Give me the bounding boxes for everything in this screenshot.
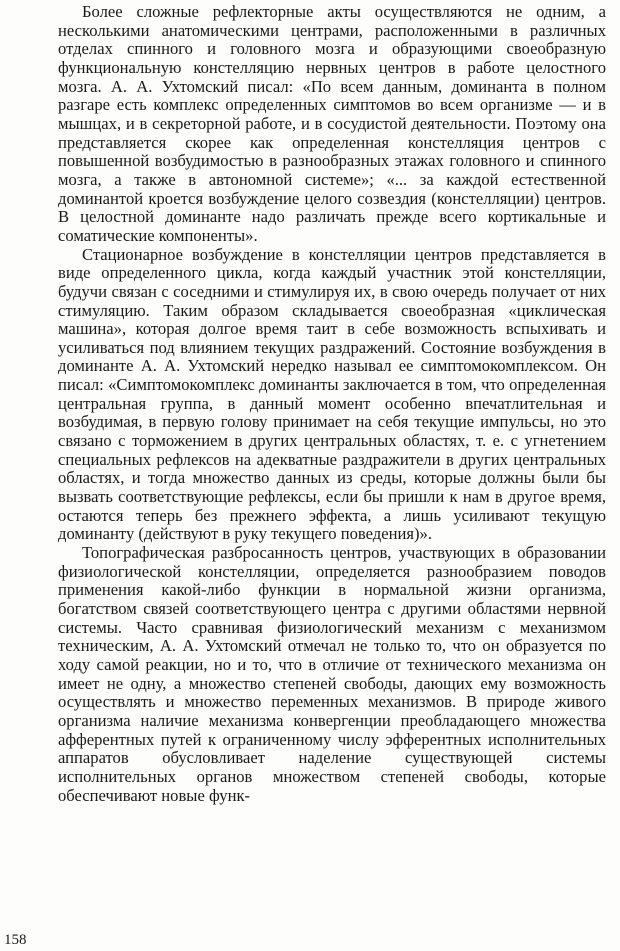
paragraph-3: Топографическая разбросанность центров, участвующих в образовании физиологической констелляции, определяется разнообразием поводов применения какой-либо функции в нормальной жизни организма, богатством связей соответствующего центра с другими областями нервной системы. Часто сравнивая физиологический механизм с механизмом техническим, А. А. Ухтомский отмечал не только то, что он образуется по ходу самой реакции, но и то, что в отличие от технического механизма он имеет не одну, а множество степеней свободы, дающих ему возможность осуществлять и множество переменных механизмов. В природе живого организма наличие механизма конвергенции преобладающего множества афферентных путей к ограниченному числу эфферентных исполнительных аппаратов обусловливает наделение существующей системы исполнительных органов множеством степеней свободы, которые обеспечивают новые функ- [58,543,606,805]
body-text [58,3,606,805]
paragraph-1: Более сложные рефлекторные акты осуществляются не одним, а несколькими анатомическими центрами, расположенными в различных отделах спинного и головного мозга и образующими своеобразную функциональную констелляцию нервных центров в работе целостного мозга. А. А. Ухтомский писал: «По всем данным, доминанта в полном разгаре есть комплекс определенных симптомов во всем организме — и в мышцах, и в секреторной работе, и в сосудистой деятельности. Поэтому она представляется скорее как определенная констелляция центров с повышенной возбудимостью в разнообразных этажах головного и спинного мозга, а также в автономной системе»; «... за каждой естественной доминантой кроется возбуждение целого созвездия (констелляции) центров. В целостной доминанте надо различать прежде всего кортикальные и соматические компоненты». [58,2,606,245]
paragraph-2: Стационарное возбуждение в констелляции центров представляется в виде определенного цикла, когда каждый участник этой констелляции, будучи связан с соседними и стимулируя их, в свою очередь получает от них стимуляцию. Таким образом складывается своеобразная «циклическая машина», которая долгое время таит в себе возможность вспыхивать и усиливаться под влиянием текущих раздражений. Состояние возбуждения в доминанте А. А. Ухтомский нередко называл ее симптомокомплексом. Он писал: «Симптомокомплекс доминанты заключается в том, что определенная центральная группа, в данный момент особенно впечатлительная и возбудимая, в первую голову принимает на себя текущие импульсы, но это связано с торможением в других центральных областях, т. е. с угнетением специальных рефлексов на адекватные раздражители в других центральных областях, и тогда множество данных из среды, которые должны были бы вызвать соответствующие рефлексы, если бы пришли к нам в другое время, остаются теперь без прежнего эффекта, а лишь усиливают текущую доминанту (действуют в руку текущего поведения)». [58,244,606,544]
page-number: 158 [4,932,27,948]
